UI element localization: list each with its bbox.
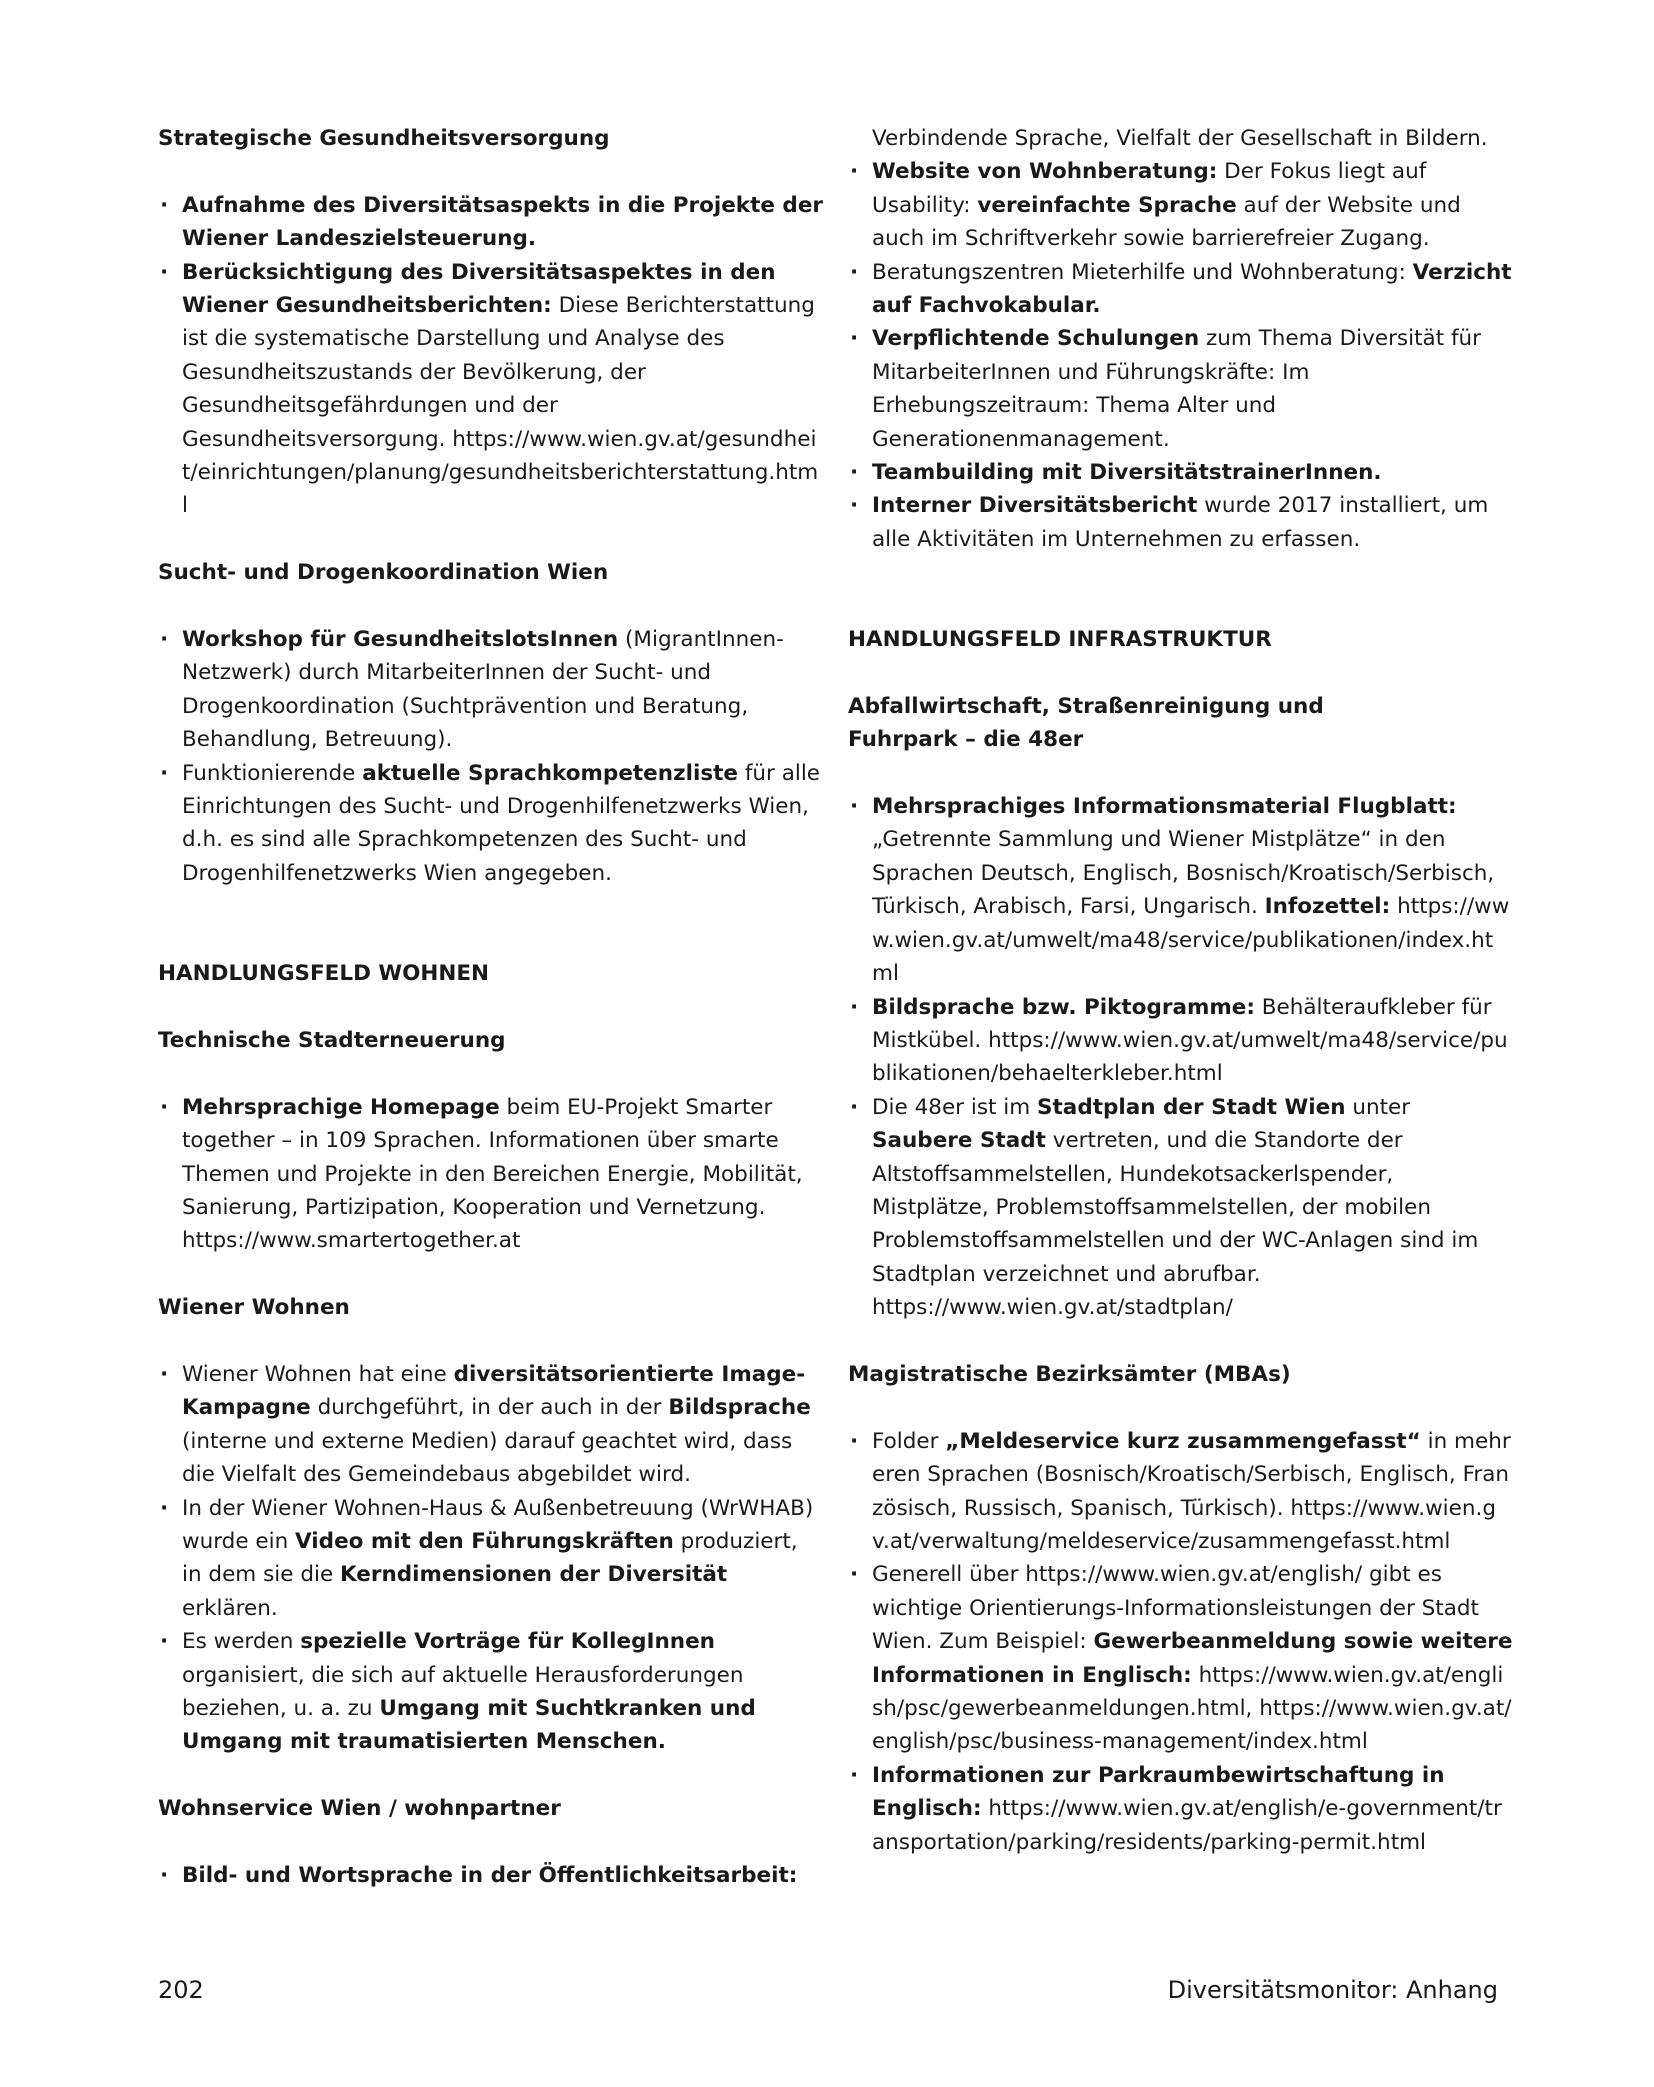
list-item <box>848 256 1513 323</box>
body-text: in mehreren Sprachen (Bosnisch/Kroatisch/Serbisch, Englisch, Französisch, Russisch, Spanisch, Türkisch). https://www.wien.gv.at/verwaltung/meldeservice/zusammengefasst.html <box>872 1428 1511 1554</box>
url-text: https://www.wien.gv.at/umwelt/ma48/service/publikationen/index.html <box>872 894 1510 987</box>
body-text: Diese Berichterstattung ist die systematische Darstellung und Analyse des Gesundheitszustands der Bevölkerung, der Gesundheitsgefährdungen und der Gesundheitsversorgung. <box>182 293 815 452</box>
section-heading: Wohnservice Wien / wohnpartner <box>158 1796 561 1822</box>
list-item <box>848 790 1513 990</box>
bold-text: aktuelle Sprachkompetenzliste <box>362 760 738 786</box>
bullet-list <box>158 1091 823 1258</box>
bold-text: diversitätsorientierte Image-Kampagne <box>182 1361 806 1421</box>
body-text: (interne und externe Medien) darauf geachtet wird, dass die Vielfalt des Gemeindebaus abgebildet wird. <box>182 1428 793 1488</box>
bold-text: Teambuilding mit DiversitätstrainerInnen. <box>872 460 1382 486</box>
list-item <box>158 1358 823 1492</box>
list-item <box>848 155 1513 255</box>
bold-text: „Meldeservice kurz zusammengefasst“ <box>945 1428 1421 1454</box>
right-column <box>848 122 1513 1859</box>
body-text: Der Fokus liegt auf Usability: <box>872 159 1427 218</box>
bold-text: Mehrsprachige Homepage <box>182 1094 500 1120</box>
continued-text: Verbindende Sprache, Vielfalt der Gesellschaft in Bildern. <box>872 126 1488 151</box>
list-item <box>158 189 823 256</box>
bold-text: vereinfachte Sprache <box>977 192 1237 218</box>
bold-text: Interner Diversitätsbericht <box>872 493 1198 519</box>
list-item <box>848 991 1513 1091</box>
bold-text: Informationen zur Parkraumbewirtschaftung in Englisch: <box>872 1762 1445 1822</box>
page-number: 202 <box>158 1976 204 2004</box>
body-text: vertreten, und die Standorte der Altstoffsammelstellen, Hundekotsackerlspender, Mistplätze, Problemstoffsammelstellen, der mobilen Problemstoffsammelstellen und der WC-Anlagen sind im Stadtplan verzeichnet und abrufbar. https://www.wien.gv.at/stadtplan/ <box>872 1128 1479 1321</box>
bullet-list <box>848 1425 1513 1859</box>
bold-text: Bildsprache bzw. Piktogramme: <box>872 994 1255 1020</box>
bold-text: Bild- und Wortsprache in der Öffentlichkeitsarbeit: <box>182 1862 798 1888</box>
field-heading: HANDLUNGSFELD INFRASTRUKTUR <box>848 627 1272 653</box>
field-heading: HANDLUNGSFELD WOHNEN <box>158 961 490 987</box>
body-text: beim EU-Projekt Smarter together – in 109 Sprachen. Informationen über smarte Themen und Projekte in den Bereichen Energie, Mobilität, Sanierung, Partizipation, Kooperation und Vernetzung. <box>182 1094 803 1220</box>
list-item <box>158 1492 823 1626</box>
bullet-list <box>158 1859 823 1892</box>
list-item <box>848 1425 1513 1559</box>
bullet-list <box>158 1358 823 1759</box>
section-heading: Wiener Wohnen <box>158 1295 350 1321</box>
bullet-list <box>848 155 1513 556</box>
list-item <box>158 256 823 523</box>
running-title: Diversitätsmonitor: Anhang <box>1167 1976 1498 2004</box>
body-text: für alle Einrichtungen des Sucht- und Drogenhilfenetzwerks Wien, d.h. es sind alle Sprachkompetenzen des Sucht- und Drogenhilfenetzwerks Wien angegeben. <box>182 760 821 886</box>
list-item <box>848 1558 1513 1758</box>
url-text: https://www.wien.gv.at/english/e-government/transportation/parking/residents/parking-permit.html <box>872 1796 1502 1855</box>
bold-text: Saubere Stadt <box>872 1128 1046 1154</box>
body-text: auf der Website und auch im Schriftverkehr sowie barrierefreier Zugang. <box>872 192 1461 252</box>
bullet-list <box>158 623 823 890</box>
bold-text: Aufnahme des Diversitätsaspekts in die Projekte der Wiener Landeszielsteuerung. <box>182 192 824 252</box>
body-text: „Getrennte Sammlung und Wiener Mistplätze“ in den Sprachen Deutsch, Englisch, Bosnisch/Kroatisch/Serbisch, Türkisch, Arabisch, Farsi, Ungarisch. <box>872 827 1495 920</box>
bullet-list <box>158 189 823 523</box>
body-text: Es werden <box>182 1629 301 1655</box>
bold-text: spezielle Vorträge für KollegInnen <box>300 1629 715 1655</box>
bold-text: Infozettel: <box>1264 894 1391 920</box>
bold-text: Workshop für GesundheitslotsInnen <box>182 627 619 653</box>
list-item <box>158 623 823 757</box>
bold-text: Berücksichtigung des Diversitätsaspektes in den Wiener Gesundheitsberichten: <box>182 259 776 319</box>
bold-text: Stadtplan der Stadt Wien <box>1037 1094 1346 1120</box>
bold-text: Website von Wohnberatung: <box>872 159 1218 185</box>
url-text: https://www.wien.gv.at/english/psc/gewerbeanmeldungen.html, https://www.wien.gv.at/english/psc/business-management/index.html <box>872 1662 1512 1755</box>
section-heading: Technische Stadterneuerung <box>158 1027 506 1053</box>
section-heading: Sucht- und Drogenkoordination Wien <box>158 560 609 586</box>
list-item <box>848 322 1513 456</box>
body-text: organisiert, die sich auf aktuelle Herausforderungen beziehen, u. a. zu <box>182 1662 744 1721</box>
body-text: Behälteraufkleber für Mistkübel. https://www.wien.gv.at/umwelt/ma48/service/publikationen/behaelterkleber.html <box>872 994 1508 1087</box>
list-item <box>848 489 1513 556</box>
bold-text: Verpflichtende Schulungen <box>872 326 1200 352</box>
url-text: https://www.smartertogether.at <box>182 1228 521 1254</box>
section-heading: Abfallwirtschaft, Straßenreinigung und Fuhrpark – die 48er <box>848 693 1324 753</box>
list-item <box>158 1091 823 1258</box>
body-text: wurde 2017 installiert, um alle Aktivitäten im Unternehmen zu erfassen. <box>872 493 1489 552</box>
list-item <box>158 757 823 891</box>
body-text: Wiener Wohnen hat eine <box>182 1361 454 1387</box>
bold-text: Video mit den Führungskräften <box>295 1528 674 1554</box>
body-text: Folder <box>872 1428 946 1454</box>
section-heading: Strategische Gesundheitsversorgung <box>158 126 610 151</box>
list-item <box>848 1759 1513 1859</box>
list-item <box>848 456 1513 489</box>
list-item <box>848 1091 1513 1325</box>
bold-text: Umgang mit Suchtkranken und Umgang mit traumatisierten Menschen. <box>182 1695 756 1755</box>
body-text: In der Wiener Wohnen-Haus & Außenbetreuung (WrWHAB) wurde ein <box>182 1495 814 1554</box>
url-text: https://www.wien.gv.at/gesundheit/einrichtungen/planung/gesundheitsberichterstattung.html <box>182 426 819 519</box>
list-item <box>158 1859 823 1892</box>
bold-text: Kerndimensionen der Diversität <box>340 1562 728 1588</box>
body-text: Generell über https://www.wien.gv.at/english/ gibt es wichtige Orientierungs-Informationsleistungen der Stadt Wien. Zum Beispiel: <box>872 1562 1479 1655</box>
bold-text: Mehrsprachiges Informationsmaterial Flugblatt: <box>872 794 1457 820</box>
body-text: (MigrantInnen-Netzwerk) durch MitarbeiterInnen der Sucht- und Drogenkoordination (Suchtprävention und Beratung, Behandlung, Betreuung). <box>182 627 784 753</box>
bold-text: Gewerbeanmeldung sowie weitere Informationen in Englisch: <box>872 1629 1513 1688</box>
bullet-list <box>848 790 1513 1325</box>
section-heading: Magistratische Bezirksämter (MBAs) <box>848 1361 1291 1387</box>
body-text: Funktionierende <box>182 760 363 786</box>
left-column <box>158 122 823 1892</box>
body-text: Beratungszentren Mieterhilfe und Wohnberatung: <box>872 259 1413 285</box>
bold-text: Bildsprache <box>668 1395 811 1421</box>
list-item <box>158 1625 823 1759</box>
body-text: Die 48er ist im <box>872 1094 1038 1120</box>
bold-text: Verzicht auf Fachvokabular. <box>872 259 1512 319</box>
body-text: zum Thema Diversität für MitarbeiterInnen und Führungskräfte: Im Erhebungszeitraum: Thema Alter und Generationenmanagement. <box>872 326 1481 452</box>
body-text: produziert, in dem sie die <box>182 1528 798 1588</box>
body-text: erklären. <box>182 1595 278 1621</box>
body-text: unter <box>1345 1094 1411 1120</box>
body-text: durchgeführt, in der auch in der <box>310 1395 669 1421</box>
